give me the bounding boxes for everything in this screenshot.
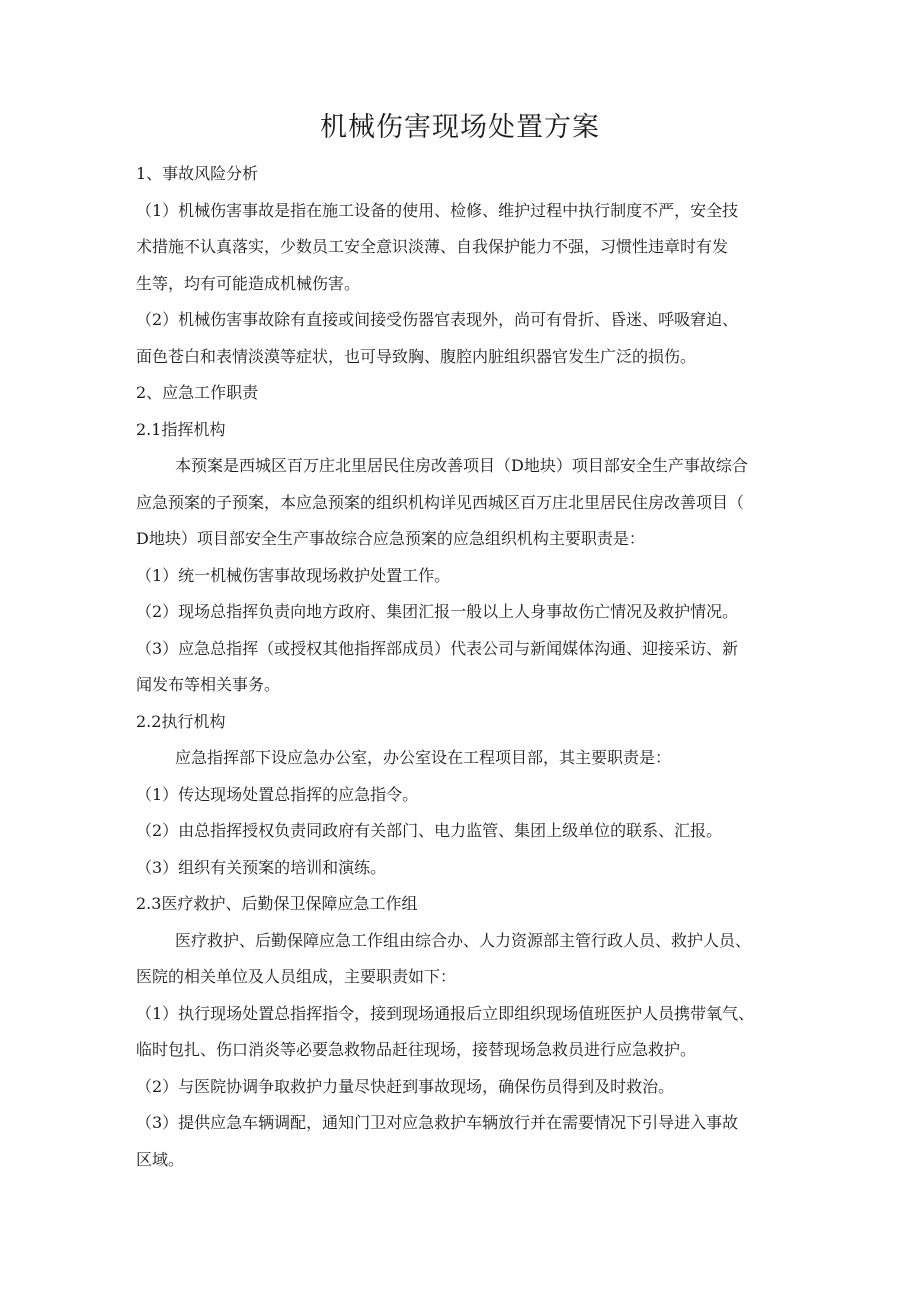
- paragraph-line: 生等，均有可能造成机械伤害。: [136, 273, 361, 293]
- paragraph-line: 医疗救护、后勤保障应急工作组由综合办、人力资源部主管行政人员、救护人员、: [175, 930, 752, 950]
- paragraph-line: 医院的相关单位及人员组成，主要职责如下：: [136, 967, 457, 986]
- paragraph-line: （2）机械伤害事故除有直接或间接受伤器官表现外，尚可有骨折、昏迷、呼吸窘迫、: [136, 310, 739, 329]
- paragraph-line: 面色苍白和表情淡漠等症状，也可导致胸、腹腔内脏组织器官发生广泛的损伤。: [136, 346, 697, 366]
- paragraph-line: （3）提供应急车辆调配，通知门卫对应急救护车辆放行并在需要情况下引导进入事故: [136, 1113, 739, 1132]
- paragraph-line: （2）与医院协调争取救护力量尽快赶到事故现场，确保伤员得到及时救治。: [136, 1076, 675, 1096]
- paragraph-line: 区域。: [136, 1149, 185, 1169]
- subsection-heading: 2.1指挥机构: [136, 419, 226, 439]
- section-heading: 1、事故风险分析: [136, 164, 259, 183]
- paragraph-line: （3）组织有关预案的培训和演练。: [136, 857, 387, 877]
- subsection-heading: 2.3医疗救护、后勤保卫保障应急工作组: [136, 894, 418, 913]
- paragraph-line: （1）机械伤害事故是指在施工设备的使用、检修、维护过程中执行制度不严，安全技: [136, 200, 739, 220]
- paragraph-line: （2）现场总指挥负责向地方政府、集团汇报一般以上人身事故伤亡情况及救护情况。: [136, 602, 739, 621]
- document-body: [136, 156, 788, 1178]
- document-title: 机械伤害现场处置方案: [320, 112, 600, 143]
- paragraph-line: D地块）项目部安全生产事故综合应急预案的应急组织机构主要职责是：: [136, 529, 645, 548]
- paragraph-line: （1）统一机械伤害事故现场救护处置工作。: [136, 565, 451, 585]
- paragraph-line: 术措施不认真落实，少数员工安全意识淡薄、自我保护能力不强，习惯性违章时有发: [136, 237, 729, 256]
- paragraph-line: 闻发布等相关事务。: [136, 675, 281, 694]
- paragraph-line: 应急预案的子预案，本应急预案的组织机构详见西城区百万庄北里居民住房改善项目（: [136, 492, 745, 512]
- section-heading: 2、应急工作职责: [136, 383, 259, 402]
- paragraph-line: （1）执行现场处置总指挥指令，接到现场通报后立即组织现场值班医护人员携带氧气、: [136, 1003, 755, 1023]
- subsection-heading: 2.2执行机构: [136, 711, 226, 731]
- paragraph-line: （1）传达现场处置总指挥的应急指令。: [136, 784, 419, 804]
- paragraph-line: 本预案是西城区百万庄北里居民住房改善项目（D地块）项目部安全生产事故综合: [175, 456, 748, 475]
- paragraph-line: 应急指挥部下设应急办公室，办公室设在工程项目部，其主要职责是：: [175, 748, 672, 767]
- paragraph-line: 临时包扎、伤口消炎等必要急救物品赶往现场，接替现场急救员进行应急救护。: [136, 1040, 697, 1059]
- paragraph-line: （3）应急总指挥（或授权其他指挥部成员）代表公司与新闻媒体沟通、迎接采访、新: [136, 638, 739, 658]
- paragraph-line: （2）由总指挥授权负责同政府有关部门、电力监管、集团上级单位的联系、汇报。: [136, 821, 723, 840]
